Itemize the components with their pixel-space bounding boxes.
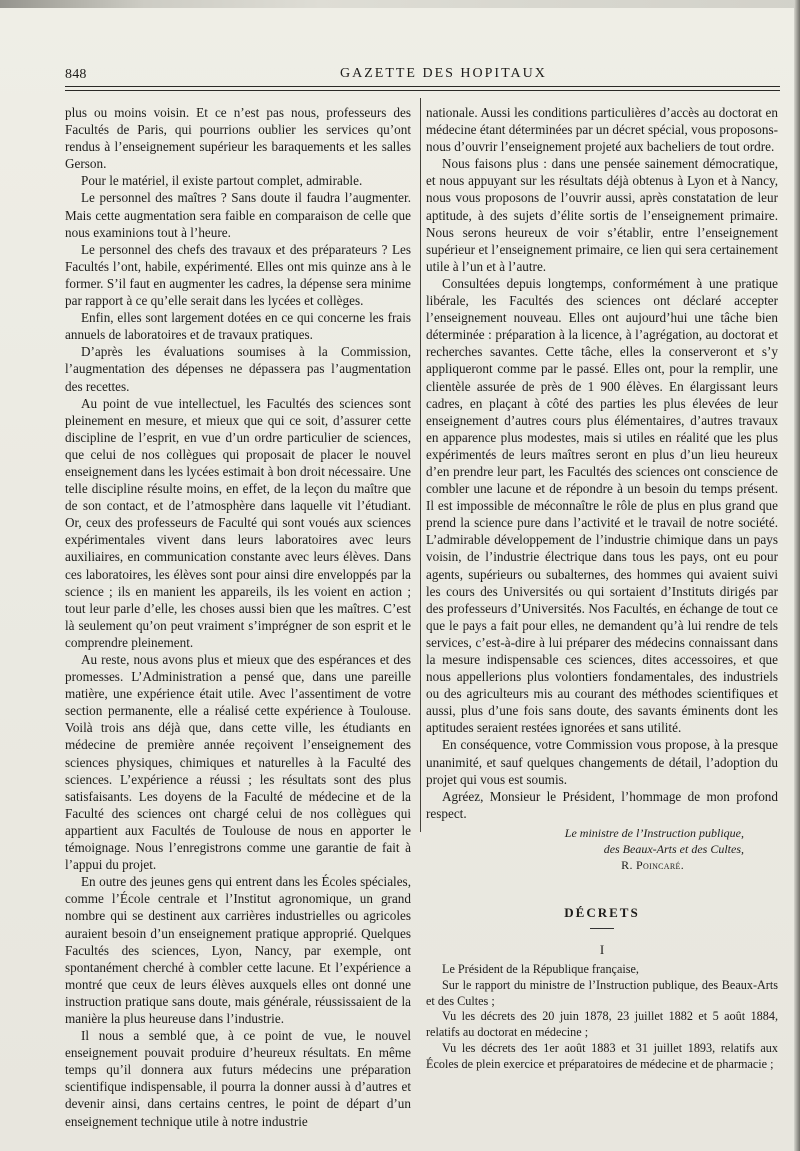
right-column bbox=[426, 104, 778, 1073]
section-separator bbox=[590, 928, 614, 929]
scan-right-edge bbox=[794, 0, 800, 1151]
page-number: 848 bbox=[65, 67, 87, 82]
decree-paragraph: Vu les décrets des 20 juin 1878, 23 juillet 1882 et 5 août 1884, relatifs au doctorat en médecine ; bbox=[426, 1009, 778, 1040]
left-column bbox=[65, 104, 411, 1130]
running-title: GAZETTE DES HOPITAUX bbox=[340, 66, 547, 81]
right-paragraph: Consultées depuis longtemps, conformément à une pratique libérale, les Facultés des sciences ont déclaré accepter l’enseignement nouveau. Elles ont aujourd’hui une tâche bien déterminée : préparation à la licence, à l’agrégation, au doctorat et recherches savantes. Cette tâche, elles la conserveront et s’y appliqueront comme par le passé. Elles ont, pour la remplir, une clientèle assurée de près de 1 900 élèves. En élargissant leurs cadres, en plaçant à côté des parties les plus élevées de leur enseignement d’autres cours plus élémentaires, d’autres travaux en apparence plus modestes, mais si utiles en réalité que les plus expérimentés de leurs maîtres seront en plus d’un lieu heureux d’en prendre leur part, les Facultés des sciences ont conscience de combler une lacune et de répondre à un besoin du temps présent. Il est impossible de méconnaître le rôle de plus en plus grand que prend la science pure dans l’activité et le travail de notre société. L’admirable développement de l’industrie chimique dans un pays voisin, de l’industrie électrique dans tous les pays, ont eu pour agents, supérieurs ou subalternes, des hommes qui avaient suivi les cours des Universités ou qui sortaient d’Instituts dirigés par des professeurs d’Universités. Nos Facultés, en échange de tout ce que le pays a fait pour elles, ne demandent qu’à lui rendre de tels services, c’est-à-dire à lui préparer des médecins connaissant dans la mesure indispensable ces sciences, dites accessoires, et que nous appellerions plus volontiers fondamentales, des industriels ou des agriculteurs mis au courant des méthodes scientifiques et aussi, plus d’une fois sans doute, des savants éminents dont les aptitudes seraient restées ignorées et sans utilité. bbox=[426, 275, 778, 736]
scan-top-band bbox=[0, 0, 800, 8]
right-paragraph: Nous faisons plus : dans une pensée sainement démocratique, et nous appuyant sur les résultats déjà obtenus à Lyon et à Nancy, nous vous proposons de l’ouvrir aussi, après constatation de leur aptitude, à des sujets d’élite sortis de l’enseignement primaire. Nous serons heureux de voir s’établir, entre l’enseignement supérieur et l’enseignement primaire, ce lien qui sera certainement utile à l’un et à l’autre. bbox=[426, 156, 778, 274]
decree-text bbox=[426, 962, 778, 1073]
signature-name: R. Poincaré. bbox=[621, 857, 684, 872]
left-paragraph: En outre des jeunes gens qui entrent dans les Écoles spéciales, comme l’École centrale et l’Institut agronomique, un grand nombre qui se destinent aux carrières industrielles ou agricoles auraient besoin d’un enseignement pratique approprié. Quelques Facultés des sciences, Lyon, Nancy, par exemple, ont spontanément cherché à combler cette lacune. Et l’expérience a montré que ceux de leurs élèves auxquels elles ont donné une instruction pratique sans doute, mais générale, réussissaient de la manière la plus heureuse dans l’industrie. bbox=[65, 874, 411, 1026]
signature-title: Le ministre de l’Instruction publique, bbox=[564, 825, 744, 840]
left-paragraph: Il nous a semblé que, à ce point de vue, le nouvel enseignement pouvait produire d’heureux résultats. En même temps qu’il donnera aux futurs médecins une préparation scientifique indispensable, il pourra la donner aussi à d’autres et devenir ainsi, dans certains centres, le point de départ d’un enseignement technique utile à notre industrie bbox=[65, 1028, 411, 1129]
header-rule-bottom bbox=[65, 90, 780, 91]
left-paragraph: Enfin, elles sont largement dotées en ce qui concerne les frais annuels de laboratoires et de travaux pratiques. bbox=[65, 310, 411, 343]
column-divider bbox=[420, 98, 421, 832]
left-paragraph: plus ou moins voisin. Et ce n’est pas nous, professeurs des Facultés de Paris, qui pourrions oublier les services qu’ont rendus à l’enseignement supérieur les baraquements et les salles Gerson. bbox=[65, 105, 411, 172]
left-paragraph: D’après les évaluations soumises à la Commission, l’augmentation des dépenses ne dépassera pas l’augmentation des recettes. bbox=[65, 344, 411, 394]
decree-paragraph: Vu les décrets des 1er août 1883 et 31 juillet 1893, relatifs aux Écoles de plein exercice et préparatoires de médecine et de pharmacie ; bbox=[426, 1041, 778, 1071]
right-paragraph: nationale. Aussi les conditions particulières d’accès au doctorat en médecine étant déterminées par un décret spécial, vous proposons-nous d’ouvrir l’enseignement projeté aux bacheliers de tout ordre. bbox=[426, 105, 778, 155]
decree-number: I bbox=[599, 942, 605, 958]
left-paragraph: Le personnel des chefs des travaux et des préparateurs ? Les Facultés l’ont, habile, expérimenté. Elles ont mis quinze ans à le former. S’il faut en augmenter les cadres, la dépense sera minime par rapport à ce qu’elle serait dans les lycées et collèges. bbox=[65, 241, 411, 309]
right-paragraph: En conséquence, votre Commission vous propose, à la presque unanimité, et sauf quelques changements de détail, l’adoption du projet qui vous est soumis. bbox=[426, 737, 778, 787]
minister-signature bbox=[426, 825, 778, 873]
signature-title: des Beaux-Arts et des Cultes, bbox=[603, 841, 744, 856]
section-heading: DÉCRETS bbox=[564, 904, 640, 920]
decree-paragraph: Sur le rapport du ministre de l’Instruction publique, des Beaux-Arts et des Cultes ; bbox=[426, 977, 778, 1008]
left-paragraph: Au point de vue intellectuel, les Facultés des sciences sont pleinement en mesure, et mieux que qui ce soit, d’assurer cette discipline de l’esprit, en vue d’un ordre particulier de sciences, que celui de nos collègues qui proposait de placer le nouvel enseignement dans les lycées estimait à bon droit nécessaire. Une telle discipline résulte moins, en effet, de la leçon du maître que de son contact, et de l’atmosphère dans laquelle vit l’étudiant. Or, ceux des professeurs de Faculté qui sont voués aux sciences expérimentales vivent dans leurs laboratoires avec leurs auxiliaires, en communication constante avec leurs élèves. Dans ces laboratoires, les élèves sont pour ainsi dire enveloppés par la science ; ils en manient les appareils, ils les voient en action ; tout leur parle d’elle, les choses aussi bien que les maîtres. C’est là seulement qu’on peut vraiment s’imprégner de son esprit et le comprendre pleinement. bbox=[65, 395, 411, 650]
header-rule-top bbox=[65, 86, 780, 87]
left-paragraph: Au reste, nous avons plus et mieux que des espérances et des promesses. L’Administration a pensé que, dans une pareille matière, une expérience était utile. Avec l’assentiment de votre section permanente, elle a réalisé cette expérience à Toulouse. Voilà trois ans déjà que, dans cette ville, les étudiants en médecine de première année reçoivent l’enseignement des sciences physiques, chimiques et naturelles à la Faculté des sciences. L’expérience a réussi ; les résultats sont des plus satisfaisants. Les doyens de la Faculté de médecine et de la Faculté des sciences ont chargé celui de nos collègues qui appartient aux Facultés de Toulouse de nous en apporter le témoignage. Nous l’enregistrons comme une garantie de fait à l’appui du projet. bbox=[65, 652, 411, 873]
right-paragraph: Agréez, Monsieur le Président, l’hommage de mon profond respect. bbox=[426, 788, 778, 821]
left-paragraph: Pour le matériel, il existe partout complet, admirable. bbox=[81, 173, 363, 189]
decree-paragraph: Le Président de la République française, bbox=[442, 962, 639, 977]
left-paragraph: Le personnel des maîtres ? Sans doute il faudra l’augmenter. Mais cette augmentation sera faible en comparaison de celle que nous examinions tout à l’heure. bbox=[65, 190, 411, 240]
